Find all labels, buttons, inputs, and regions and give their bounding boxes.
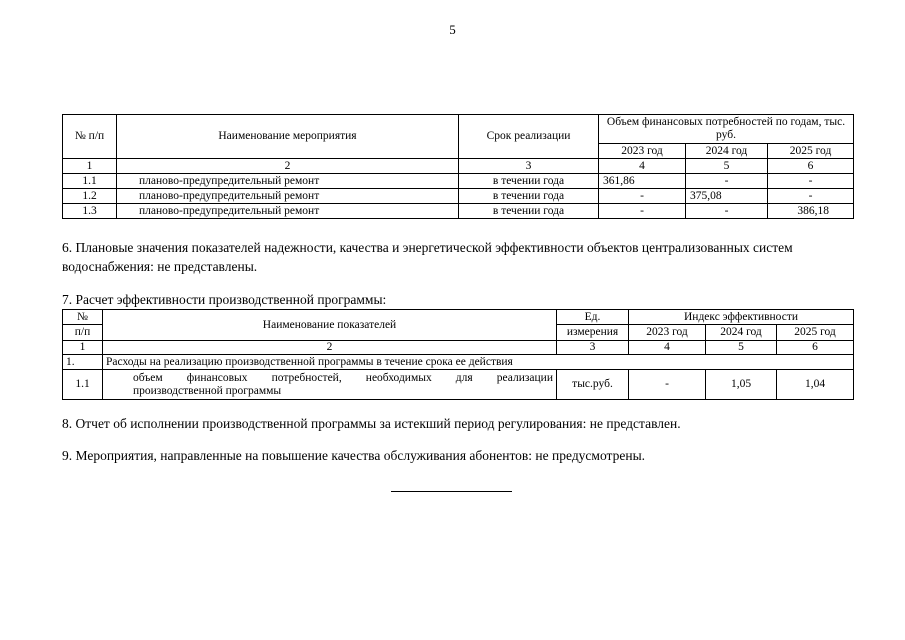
- row-2025: -: [768, 189, 854, 204]
- row-term: в течении года: [459, 174, 599, 189]
- row-2023: -: [599, 189, 686, 204]
- row-name-line-1: объем финансовых потребностей, необходимых для реализации: [133, 371, 553, 384]
- efficiency-table: [62, 309, 854, 400]
- header-fin: Объем финансовых потребностей по годам, тыс. руб.: [599, 115, 854, 144]
- section-7-title: 7. Расчет эффективности производственной программы:: [62, 292, 387, 307]
- header-2024: 2024 год: [686, 144, 768, 159]
- page-number: 5: [449, 22, 456, 37]
- row-num: 1.3: [63, 204, 117, 219]
- row-name: планово-предупредительный ремонт: [117, 204, 459, 219]
- header-2023: 2023 год: [599, 144, 686, 159]
- section-6-text: 6. Плановые значения показателей надежности, качества и энергетической эффективности объектов централизованных систем водоснабжения: не представлены.: [62, 240, 793, 274]
- row-num: 1.1: [63, 370, 103, 400]
- table-row: [63, 204, 854, 219]
- header-unit-bottom: измерения: [557, 325, 629, 341]
- table-row: [63, 174, 854, 189]
- header-2024: 2024 год: [706, 325, 777, 341]
- numbering-cell: 1: [63, 159, 117, 174]
- row-2025: -: [768, 174, 854, 189]
- group-name: Расходы на реализацию производственной программы в течение срока ее действия: [103, 355, 557, 370]
- row-2023: -: [599, 204, 686, 219]
- numbering-cell: 6: [777, 341, 854, 355]
- row-term: в течении года: [459, 204, 599, 219]
- row-2025: 386,18: [768, 204, 854, 219]
- header-num: № п/п: [63, 115, 117, 159]
- numbering-cell: 3: [459, 159, 599, 174]
- numbering-cell: 2: [117, 159, 459, 174]
- row-name: [103, 370, 557, 400]
- section-8-text: 8. Отчет об исполнении производственной программы за истекший период регулирования: не представлен.: [62, 416, 681, 431]
- group-num: 1.: [63, 355, 103, 370]
- numbering-row: [63, 159, 854, 174]
- numbering-cell: 2: [103, 341, 557, 355]
- row-2023: -: [629, 370, 706, 400]
- row-term: в течении года: [459, 189, 599, 204]
- row-2024: -: [686, 174, 768, 189]
- row-2023: 361,86: [599, 174, 686, 189]
- header-2025: 2025 год: [777, 325, 854, 341]
- header-name: Наименование показателей: [103, 310, 557, 341]
- numbering-row: [63, 341, 854, 355]
- row-num: 1.1: [63, 174, 117, 189]
- row-name: планово-предупредительный ремонт: [117, 189, 459, 204]
- header-num-top: №: [63, 310, 103, 325]
- numbering-cell: 4: [599, 159, 686, 174]
- row-name-line-2: производственной программы: [133, 384, 282, 397]
- row-num: 1.2: [63, 189, 117, 204]
- financial-needs-table: [62, 114, 854, 219]
- row-unit: тыс.руб.: [557, 370, 629, 400]
- numbering-cell: 5: [686, 159, 768, 174]
- row-name: планово-предупредительный ремонт: [117, 174, 459, 189]
- numbering-cell: 4: [629, 341, 706, 355]
- numbering-cell: 3: [557, 341, 629, 355]
- numbering-cell: 1: [63, 341, 103, 355]
- header-name: Наименование мероприятия: [117, 115, 459, 159]
- header-term: Срок реализации: [459, 115, 599, 159]
- header-2023: 2023 год: [629, 325, 706, 341]
- row-2024: 375,08: [686, 189, 768, 204]
- header-2025: 2025 год: [768, 144, 854, 159]
- table-row: [63, 189, 854, 204]
- numbering-cell: 6: [768, 159, 854, 174]
- row-2025: 1,04: [777, 370, 854, 400]
- header-index: Индекс эффективности: [629, 310, 854, 325]
- closing-rule: [391, 491, 512, 492]
- numbering-cell: 5: [706, 341, 777, 355]
- header-num-bottom: п/п: [63, 325, 103, 341]
- table-row: [63, 370, 854, 400]
- row-2024: -: [686, 204, 768, 219]
- section-9-text: 9. Мероприятия, направленные на повышение качества обслуживания абонентов: не предусмотрены.: [62, 448, 646, 463]
- header-unit-top: Ед.: [557, 310, 629, 325]
- row-2024: 1,05: [706, 370, 777, 400]
- group-row: [63, 355, 854, 370]
